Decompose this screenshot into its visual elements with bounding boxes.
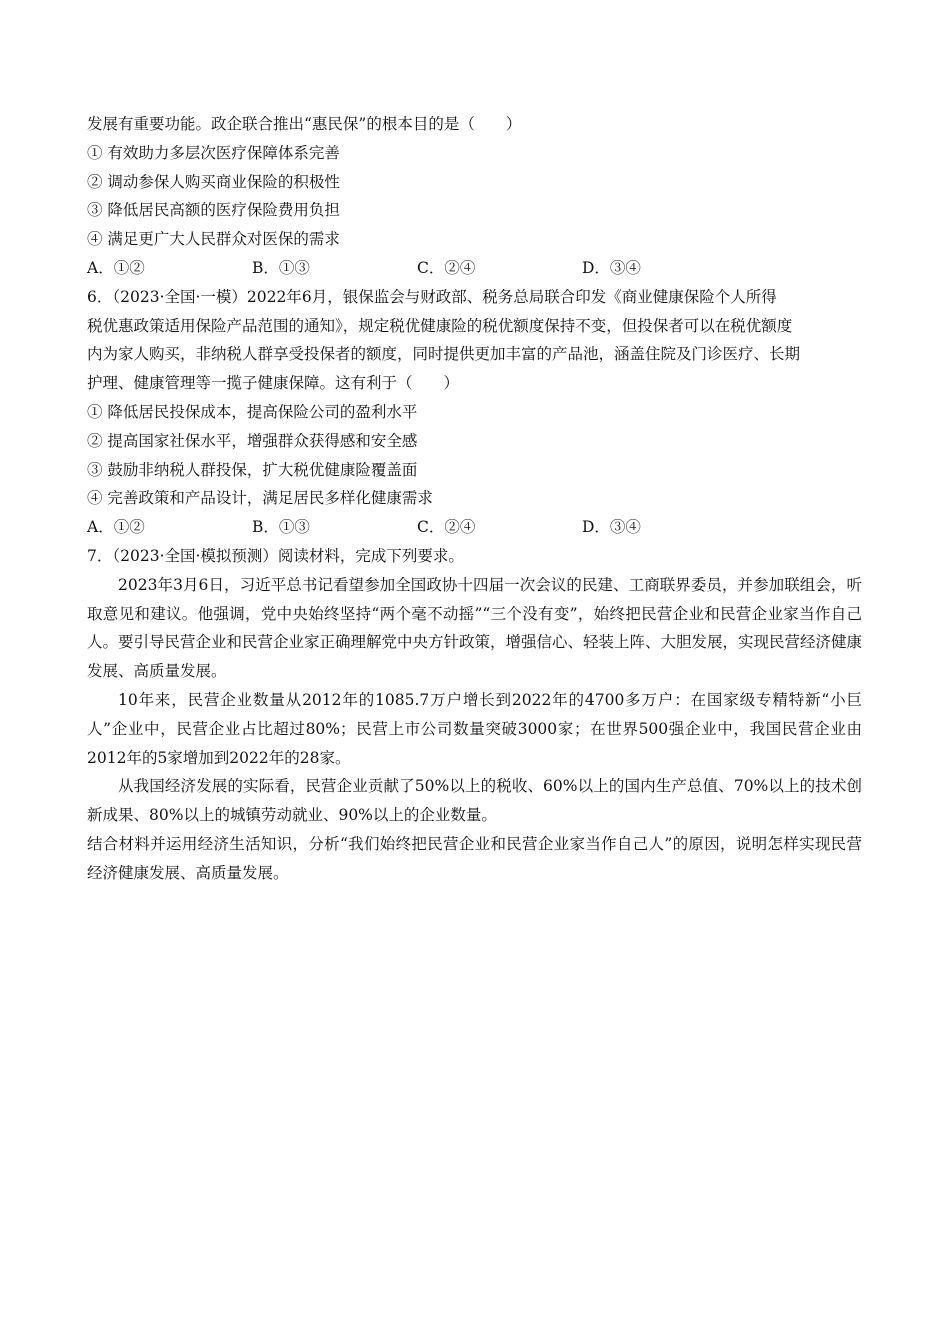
q5-option-c[interactable]: C．②④	[417, 258, 476, 277]
q6-statement-3: ③ 鼓励非纳税人群投保，扩大税优健康险覆盖面	[87, 460, 418, 479]
q5-statement-3: ③ 降低居民高额的医疗保险费用负担	[87, 201, 340, 220]
q6-option-b[interactable]: B．①③	[252, 518, 310, 537]
q5-options	[87, 254, 862, 283]
q6-stem-line-4: 护理、健康管理等一揽子健康保障。这有利于（ ）	[87, 374, 460, 393]
question-6	[87, 283, 862, 542]
q5-option-a[interactable]: A．①②	[87, 258, 145, 277]
q7-question: 结合材料并运用经济生活知识，分析“我们始终把民营企业和民营企业家当作自己人”的原因，说明怎样实现民营经济健康发展、高质量发展。	[87, 834, 862, 882]
q6-statement-1: ① 降低居民投保成本，提高保险公司的盈利水平	[87, 402, 418, 421]
q7-stem-text: （2023·全国·模拟预测）阅读材料，完成下列要求。	[112, 546, 464, 565]
q7-material-paragraph-2: 10年来，民营企业数量从2012年的1085.7万户增长到2022年的4700多万户：在国家级专精特新“小巨人”企业中，民营企业占比超过80%；民营上市公司数量突破3000家；在世界500强企业中，我国民营企业由2012年的5家增加到2022年的28家。	[87, 690, 862, 767]
q5-statement-1: ① 有效助力多层次医疗保障体系完善	[87, 143, 340, 162]
q7-stem	[87, 542, 862, 571]
q6-statement-2: ② 提高国家社保水平，增强群众获得感和安全感	[87, 431, 418, 450]
q5-option-d[interactable]: D．③④	[582, 258, 641, 277]
q5-statement-4: ④ 满足更广大人民群众对医保的需求	[87, 230, 340, 249]
document-page	[87, 110, 862, 888]
question-5	[87, 110, 862, 283]
question-5-stem: 发展有重要功能。政企联合推出“惠民保”的根本目的是（ ）	[87, 115, 522, 133]
q7-material-paragraph-1: 2023年3月6日，习近平总书记看望参加全国政协十四届一次会议的民建、工商联界委员，并参加联组会，听取意见和建议。他强调，党中央始终坚持“两个毫不动摇”“三个没有变”，始终把民营企业和民营企业家当作自己人。要引导民营企业和民营企业家正确理解党中央方针政策，增强信心、轻装上阵、大胆发展，实现民营经济健康发展、高质量发展。	[87, 575, 863, 681]
q6-number: 6．	[87, 287, 113, 306]
q6-stem-line-2: 税优惠政策适用保险产品范围的通知》，规定税优健康险的税优额度保持不变，但投保者可以在税优额度	[87, 316, 793, 335]
q5-option-b[interactable]: B．①③	[252, 258, 310, 277]
q7-number: 7．	[87, 546, 113, 565]
q7-material-paragraph-3: 从我国经济发展的实际看，民营企业贡献了50%以上的税收、60%以上的国内生产总值、70%以上的技术创新成果、80%以上的城镇劳动就业、90%以上的企业数量。	[87, 777, 862, 825]
question-7	[87, 542, 862, 888]
q6-stem-line-1	[87, 283, 862, 312]
q6-statement-4: ④ 完善政策和产品设计，满足居民多样化健康需求	[87, 489, 433, 508]
q6-stem-line-3: 内为家人购买，非纳税人群享受投保者的额度，同时提供更加丰富的产品池，涵盖住院及门诊医疗、长期	[87, 345, 801, 364]
q6-options	[87, 513, 862, 542]
q6-stem-text-1: （2023·全国·一模）2022年6月，银保监会与财政部、税务总局联合印发《商业健康保险个人所得	[112, 287, 777, 306]
q6-option-c[interactable]: C．②④	[417, 518, 476, 537]
q5-statement-2: ② 调动参保人购买商业保险的积极性	[87, 172, 340, 191]
q6-option-a[interactable]: A．①②	[87, 518, 145, 537]
q6-option-d[interactable]: D．③④	[582, 518, 641, 537]
